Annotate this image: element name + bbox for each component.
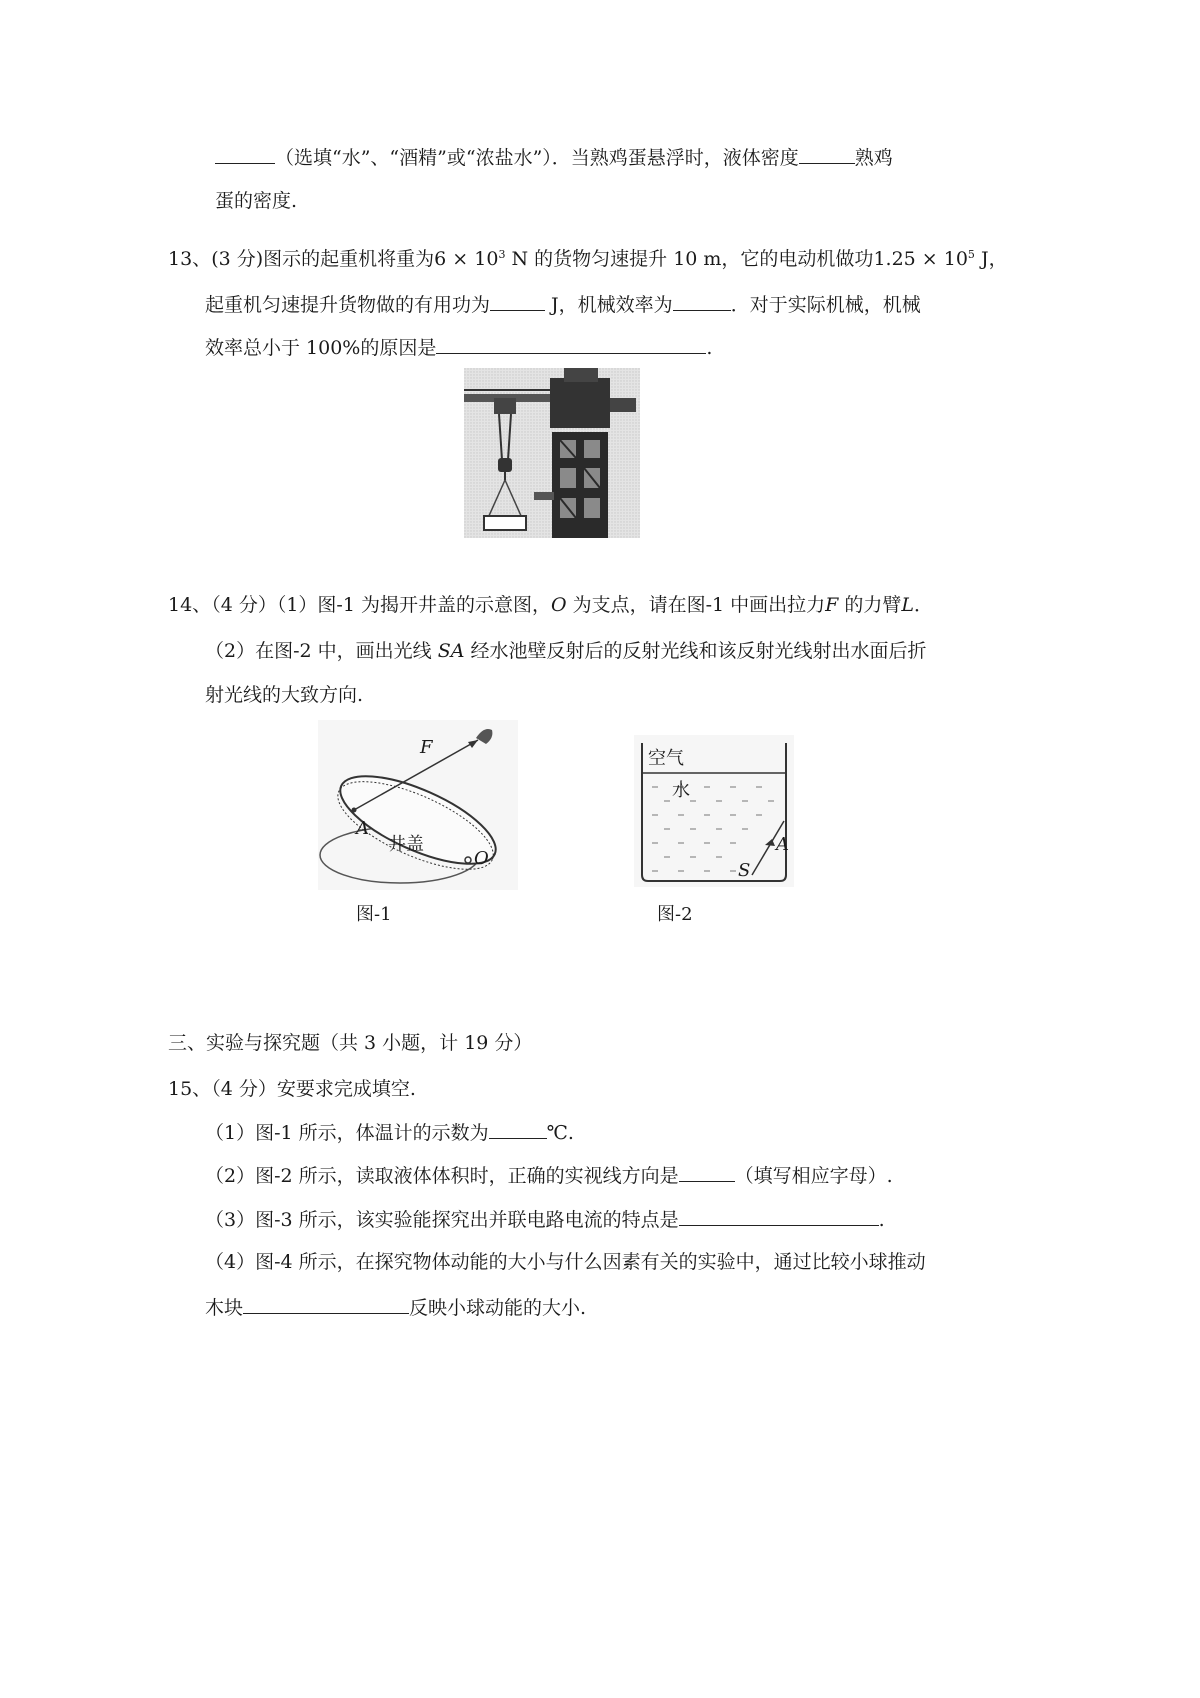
q14-text: （1）图-1 为揭开井盖的示意图， bbox=[276, 594, 551, 616]
q13-text: ．对于实际机械，机械 bbox=[730, 294, 921, 316]
score: (3 分) bbox=[211, 248, 264, 270]
answer-blank[interactable] bbox=[679, 1161, 735, 1182]
weight-coef: 6 × 10 bbox=[434, 248, 499, 270]
q15-text: （填写相应字母）. bbox=[734, 1165, 893, 1187]
q15-sub4-line1: （4）图-4 所示，在探究物体动能的大小与什么因素有关的实验中，通过比较小球推动 bbox=[205, 1251, 926, 1273]
fig2-label-air: 空气 bbox=[648, 748, 684, 769]
q15-text: （3）图-3 所示，该实验能探究出并联电路电流的特点是 bbox=[205, 1209, 679, 1231]
question-number: 15、 bbox=[168, 1078, 212, 1100]
q15-text: （1）图-1 所示，体温计的示数为 bbox=[205, 1122, 489, 1144]
answer-blank[interactable] bbox=[799, 143, 855, 164]
q15-sub3 bbox=[205, 1205, 885, 1234]
q13-text: J，机械效率为 bbox=[545, 294, 673, 316]
q12-line2: 蛋的密度. bbox=[215, 190, 298, 212]
q14-text: （2）在图-2 中，画出光线 bbox=[205, 640, 438, 662]
q13-line1 bbox=[168, 241, 1008, 273]
q13-line3 bbox=[205, 333, 712, 362]
q13-text: 起重机匀速提升货物做的有用功为 bbox=[205, 294, 491, 316]
q15-sub1 bbox=[205, 1118, 574, 1147]
fig1-label-F: F bbox=[420, 737, 433, 758]
fig2-label-S: S bbox=[738, 860, 751, 881]
q13-text: 图示的起重机将重为 bbox=[263, 248, 435, 270]
fig1-label-cover: 井盖 bbox=[388, 834, 424, 855]
q13-text: 的货物匀速提升 10 m，它的电动机做功 bbox=[528, 248, 874, 270]
q15-line1 bbox=[168, 1075, 416, 1103]
q12-line1 bbox=[215, 143, 893, 172]
pivot-symbol: O bbox=[550, 594, 567, 616]
q12-text: 熟鸡 bbox=[854, 147, 893, 169]
q13-line2 bbox=[205, 290, 921, 319]
answer-blank[interactable] bbox=[679, 1205, 879, 1226]
fig1-label-A: A bbox=[356, 818, 369, 839]
crane-photo bbox=[464, 368, 640, 538]
q13-text: . bbox=[706, 337, 713, 359]
answer-blank[interactable] bbox=[490, 290, 545, 311]
q15-sub2 bbox=[205, 1161, 893, 1190]
force-symbol: F bbox=[825, 594, 839, 616]
section-title: 三、实验与探究题（共 3 小题，计 19 分） bbox=[168, 1032, 533, 1054]
answer-blank[interactable] bbox=[436, 333, 706, 354]
work-unit: J， bbox=[974, 248, 1008, 270]
q15-text: . bbox=[878, 1209, 885, 1231]
fig2-caption: 图-2 bbox=[657, 904, 693, 925]
q14-line1 bbox=[168, 591, 933, 619]
answer-blank[interactable] bbox=[215, 143, 275, 164]
score: （4 分） bbox=[211, 594, 277, 616]
weight-unit: N bbox=[505, 248, 529, 270]
fig1-caption: 图-1 bbox=[356, 904, 392, 925]
score: （4 分） bbox=[211, 1078, 277, 1100]
q15-text: ℃. bbox=[546, 1122, 574, 1144]
fig2-label-A: A bbox=[776, 834, 789, 855]
fig2-label-water: 水 bbox=[672, 780, 690, 801]
answer-blank[interactable] bbox=[243, 1293, 409, 1314]
q14-text: 经水池壁反射后的反射光线和该反射光线射出水面后折 bbox=[464, 640, 927, 662]
q15-sub4-line2 bbox=[205, 1293, 586, 1322]
lever-arm-symbol: L bbox=[901, 594, 914, 616]
q14-text: 的力臂 bbox=[838, 594, 902, 616]
question-number: 14、 bbox=[168, 594, 212, 616]
answer-blank[interactable] bbox=[489, 1118, 547, 1139]
q15-text: 反映小球动能的大小. bbox=[409, 1297, 587, 1319]
answer-blank[interactable] bbox=[673, 290, 731, 311]
weight-exp: 3 bbox=[498, 248, 506, 261]
q15-text: （2）图-2 所示，读取液体体积时，正确的实视线方向是 bbox=[205, 1165, 679, 1187]
fig1-label-O: O bbox=[474, 848, 489, 869]
q14-line3: 射光线的大致方向. bbox=[205, 684, 364, 706]
q14-text: 为支点，请在图-1 中画出拉力 bbox=[566, 594, 826, 616]
q15-text: 木块 bbox=[205, 1297, 244, 1319]
q14-line2 bbox=[205, 637, 926, 665]
work-coef: 1.25 × 10 bbox=[873, 248, 968, 270]
q13-text: 效率总小于 100%的原因是 bbox=[205, 337, 437, 359]
q12-text: （选填“水”、“酒精”或“浓盐水”）．当熟鸡蛋悬浮时，液体密度 bbox=[275, 147, 799, 169]
q15-text: 安要求完成填空. bbox=[276, 1078, 416, 1100]
question-number: 13、 bbox=[168, 248, 212, 270]
work-exp: 5 bbox=[967, 248, 975, 261]
ray-symbol: SA bbox=[437, 640, 465, 662]
q14-text: ． bbox=[914, 594, 934, 616]
